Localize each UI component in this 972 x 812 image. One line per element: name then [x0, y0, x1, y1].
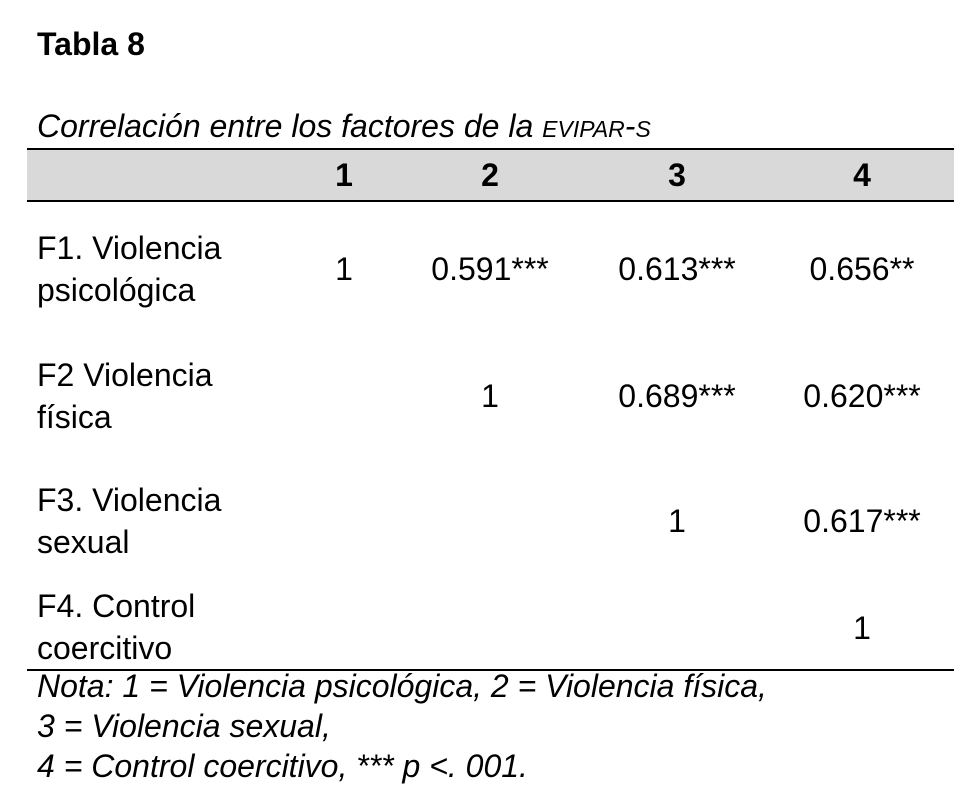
note-line: 3 = Violencia sexual,: [37, 708, 331, 744]
table-label: Tabla 8: [37, 26, 145, 62]
table-cell: 0.620***: [803, 378, 921, 414]
table-row: [27, 457, 954, 585]
row-label-line: F3. Violencia: [37, 482, 222, 518]
row-label-line: F2 Violencia: [37, 357, 213, 393]
table-cell: 0.689***: [618, 378, 736, 414]
table-cell: 1: [668, 503, 686, 539]
table-header-row: [27, 149, 954, 201]
table-title: [37, 104, 651, 151]
row-label-line: sexual: [37, 524, 130, 560]
table-cell: 0.613***: [618, 250, 736, 287]
table-cell: 1: [770, 585, 954, 670]
table-row: [27, 201, 954, 335]
table-cell: [292, 457, 396, 585]
table-title-acronym: EVIPAR: [542, 116, 625, 142]
row-label-line: física: [37, 399, 112, 435]
table-row: [27, 335, 954, 457]
header-cell-empty: [27, 149, 292, 201]
table-cell: 0.617***: [803, 503, 921, 539]
header-cell-1: 1: [292, 149, 396, 201]
table-cell: [292, 585, 396, 670]
table-title-suffix: S: [635, 116, 651, 142]
table-cell: [396, 585, 584, 670]
table-cell: 0.656**: [809, 250, 915, 287]
row-label-line: F1. Violencia: [37, 229, 222, 266]
table-note: [37, 666, 767, 786]
row-label-line: coercitivo: [37, 630, 173, 666]
correlation-table: [27, 148, 954, 671]
table-cell: [396, 457, 584, 585]
row-label-line: F4. Control: [37, 588, 196, 624]
table-cell: 0.591***: [431, 250, 549, 287]
row-label: [27, 335, 292, 457]
note-line: Nota: 1 = Violencia psicológica, 2 = Violencia física,: [37, 668, 767, 704]
header-cell-3: 3: [584, 149, 770, 201]
table-cell: [584, 585, 770, 670]
table-title-dash: -: [624, 108, 636, 144]
row-label: [27, 585, 292, 670]
row-label: [27, 457, 292, 585]
table-cell: 1: [335, 250, 353, 287]
table-title-main: Correlación entre los factores de la: [37, 108, 543, 144]
table-row: [27, 585, 954, 670]
table-cell: 1: [481, 378, 499, 414]
header-cell-2: 2: [396, 149, 584, 201]
table-cell: [292, 335, 396, 457]
header-cell-4: 4: [770, 149, 954, 201]
row-label: [27, 201, 292, 335]
note-line: 4 = Control coercitivo, *** p <. 001.: [37, 748, 528, 784]
row-label-line: psicológica: [37, 271, 196, 308]
